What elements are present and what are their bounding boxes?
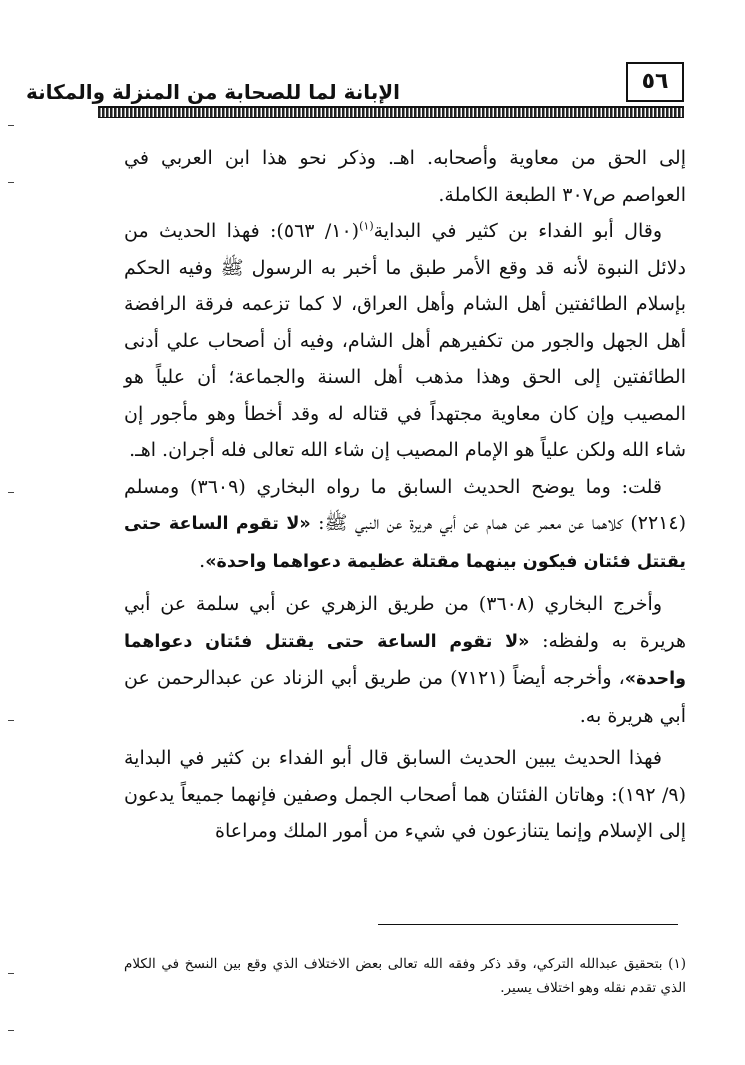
paragraph-2 — [124, 213, 686, 469]
paragraph-1: إلى الحق من معاوية وأصحابه. اهـ. وذكر نحو هذا ابن العربي في العواصم ص٣٠٧ الطبعة الكاملة. — [124, 147, 686, 206]
paragraph-4-rest: ، وأخرجه أيضاً (٧١٢١) من طريق أبي الزناد عن عبدالرحمن عن أبي هريرة به. — [124, 667, 686, 727]
paragraph-4 — [124, 586, 686, 734]
hadith-quote-1: «لا تقوم الساعة حتى يقتتل فئتان فيكون بينهما مقتلة عظيمة دعواهما واحدة» — [124, 514, 686, 572]
scan-margin-mark — [8, 720, 14, 721]
scan-margin-mark — [8, 1030, 14, 1031]
footnote — [124, 952, 686, 1000]
hadith-quote-2: «لا تقوم الساعة حتى يقتتل فئتان دعواهما واحدة» — [124, 631, 686, 689]
footnote-reference: (١) — [359, 219, 374, 233]
paragraph-3 — [124, 469, 686, 581]
paragraph-4-intro: وأخرج البخاري (٣٦٠٨) من طريق الزهري عن أبي سلمة عن أبي هريرة به ولفظه: — [124, 593, 686, 652]
paragraph-3-end: . — [199, 549, 206, 572]
scan-margin-mark — [8, 182, 14, 183]
paragraph-2-rest: (١٠/ ٥٦٣): فهذا الحديث من دلائل النبوة لأنه قد وقع الأمر طبق ما أخبر به الرسول ﷺ وفيه الحكم بإسلام الطائفتين أهل الشام وأهل العراق، لا كما تزعمه فرقة الرافضة أهل الجهل والجور من تكفيرهم أهل الشام، وفيه أن أصحاب علي أدنى الطائفتين إلى الحق وهذا مذهب أهل السنة والجماعة؛ أن علياً هو المصيب وإن كان معاوية مجتهداً في قتاله له وقد أخطأ وهو مأجور إن شاء الله ولكن علياً هو الإمام المصيب إن شاء الله تعالى فله أجران. اهـ. — [124, 220, 686, 461]
footnote-separator — [378, 924, 678, 925]
scan-margin-mark — [8, 125, 14, 126]
header-rule — [98, 106, 684, 118]
paragraph-5: فهذا الحديث يبين الحديث السابق قال أبو الفداء بن كثير في البداية (٩/ ١٩٢): وهاتان الفئتان هما أصحاب الجمل وصفين فإنهما جميعاً يدعون إلى الإسلام وإنما يتنازعون في شيء من أمور الملك ومراعاة — [124, 747, 686, 842]
footnote-1: (١) بتحقيق عبدالله التركي، وقد ذكر وفقه الله تعالى بعض الاختلاف الذي وقع بين النسخ في الكلام الذي تقدم نقله وهو اختلاف يسير. — [124, 956, 686, 996]
scan-margin-mark — [8, 492, 14, 493]
paragraph-2-start: وقال أبو الفداء بن كثير في البداية — [373, 220, 663, 242]
page-number: ٥٦ — [626, 62, 684, 102]
scan-margin-mark — [8, 973, 14, 974]
running-title: الإبانة لما للصحابة من المنزلة والمكانة — [26, 80, 400, 104]
paragraph-3-intro: قلت: وما يوضح الحديث السابق ما رواه البخاري (٣٦٠٩) ومسلم (٢٢١٤) كلاهما عن معمر عن همام عن أبي هريرة عن النبي ﷺ: — [124, 475, 686, 534]
main-text — [124, 140, 686, 850]
